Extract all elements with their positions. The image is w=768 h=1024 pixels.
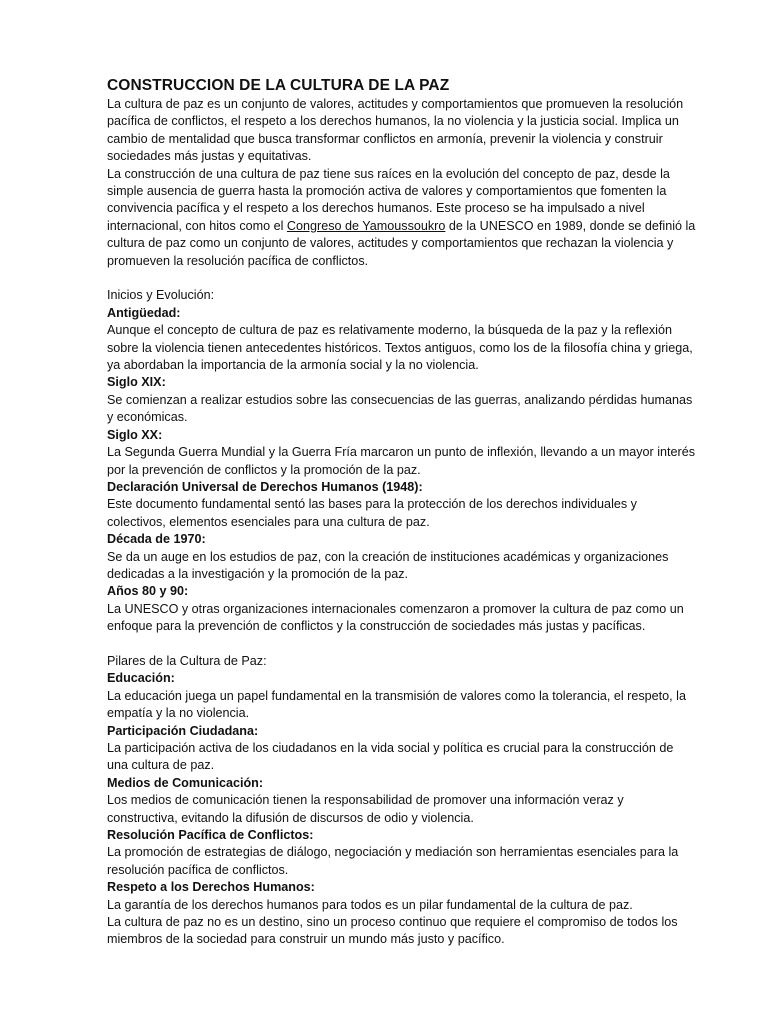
intro-paragraph-2 bbox=[107, 166, 697, 270]
evolution-item-text: Se comienzan a realizar estudios sobre las consecuencias de las guerras, analizando pérdidas humanas y económicas. bbox=[107, 392, 693, 425]
pillar-item-title: Educación: bbox=[107, 671, 175, 686]
document-page bbox=[107, 76, 697, 949]
pillars-heading: Pilares de la Cultura de Paz: bbox=[107, 653, 267, 668]
intro-paragraph-1: La cultura de paz es un conjunto de valores, actitudes y comportamientos que promueven la resolución pacífica de conflictos, el respeto a los derechos humanos, la no violencia y la justicia social. Implica un cambio de mentalidad que busca transformar conflictos en armonía, prevenir la violencia y construir sociedades más justas y equitativas. bbox=[107, 97, 684, 164]
evolution-item-text: La UNESCO y otras organizaciones internacionales comenzaron a promover la cultura de paz como un enfoque para la prevención de conflictos y la construcción de sociedades más justas y pacíficas. bbox=[107, 601, 684, 634]
evolution-item-title: Años 80 y 90: bbox=[107, 584, 189, 599]
spacer bbox=[107, 636, 697, 653]
evolution-item-text: Aunque el concepto de cultura de paz es relativamente moderno, la búsqueda de la paz y la reflexión sobre la violencia tienen antecedentes históricos. Textos antiguos, como los de la filosofía china y griega, ya abordaban la importancia de la armonía social y la no violencia. bbox=[107, 323, 693, 373]
pillar-item-text: Los medios de comunicación tienen la responsabilidad de promover una información veraz y constructiva, evitando la difusión de discursos de odio y violencia. bbox=[107, 793, 624, 825]
document-title: CONSTRUCCION DE LA CULTURA DE LA PAZ bbox=[107, 77, 450, 94]
spacer bbox=[107, 270, 697, 287]
evolution-item-title: Década de 1970: bbox=[107, 532, 206, 547]
pillar-item-text: La participación activa de los ciudadanos en la vida social y política es crucial para la construcción de una cultura de paz. bbox=[107, 741, 674, 773]
evolution-item-title: Declaración Universal de Derechos Humanos (1948): bbox=[107, 479, 423, 494]
intro-text-before-link: La construcción de una cultura de paz tiene sus raíces en la evolución del concepto de paz, desde la simple ausencia de guerra hasta la promoción activa de valores y comportamientos que fomenten la convivencia pacífica y el respeto a los derechos humanos. Este proceso se ha impulsado a nivel internacional, con hitos como el bbox=[107, 166, 670, 233]
pillar-item-text: La educación juega un papel fundamental en la transmisión de valores como la tolerancia, el respeto, la empatía y la no violencia. bbox=[107, 688, 686, 721]
pillar-item-text: La garantía de los derechos humanos para todos es un pilar fundamental de la cultura de paz. bbox=[107, 897, 633, 912]
pillar-item-title: Medios de Comunicación: bbox=[107, 775, 264, 790]
evolution-item-title: Siglo XX: bbox=[107, 427, 163, 442]
pillar-item-text: La promoción de estrategias de diálogo, negociación y mediación son herramientas esenciales para la resolución pacífica de conflictos. bbox=[107, 845, 679, 877]
evolution-heading: Inicios y Evolución: bbox=[107, 288, 215, 303]
evolution-item-text: La Segunda Guerra Mundial y la Guerra Fría marcaron un punto de inflexión, llevando a un mayor interés por la prevención de conflictos y la promoción de la paz. bbox=[107, 445, 696, 477]
pillar-item-title: Resolución Pacífica de Conflictos: bbox=[107, 828, 314, 843]
evolution-item-text: Este documento fundamental sentó las bases para la protección de los derechos individuales y colectivos, elementos esenciales para una cultura de paz. bbox=[107, 497, 637, 529]
evolution-item-title: Antigüedad: bbox=[107, 305, 181, 320]
evolution-item-text: Se da un auge en los estudios de paz, con la creación de instituciones académicas y organizaciones dedicadas a la investigación y la promoción de la paz. bbox=[107, 549, 669, 581]
evolution-item-title: Siglo XIX: bbox=[107, 375, 166, 390]
closing-paragraph: La cultura de paz no es un destino, sino un proceso continuo que requiere el compromiso de todos los miembros de la sociedad para construir un mundo más justo y pacífico. bbox=[107, 915, 678, 947]
intro-text-after-link: de la UNESCO en 1989, donde se definió la cultura de paz como un conjunto de valores, actitudes y comportamientos que rechazan la violencia y promueven la resolución pacífica de conflictos. bbox=[107, 218, 696, 268]
congreso-yamoussoukro-link[interactable]: Congreso de Yamoussoukro bbox=[286, 218, 446, 233]
pillar-item-title: Respeto a los Derechos Humanos: bbox=[107, 880, 315, 895]
pillar-item-title: Participación Ciudadana: bbox=[107, 723, 259, 738]
